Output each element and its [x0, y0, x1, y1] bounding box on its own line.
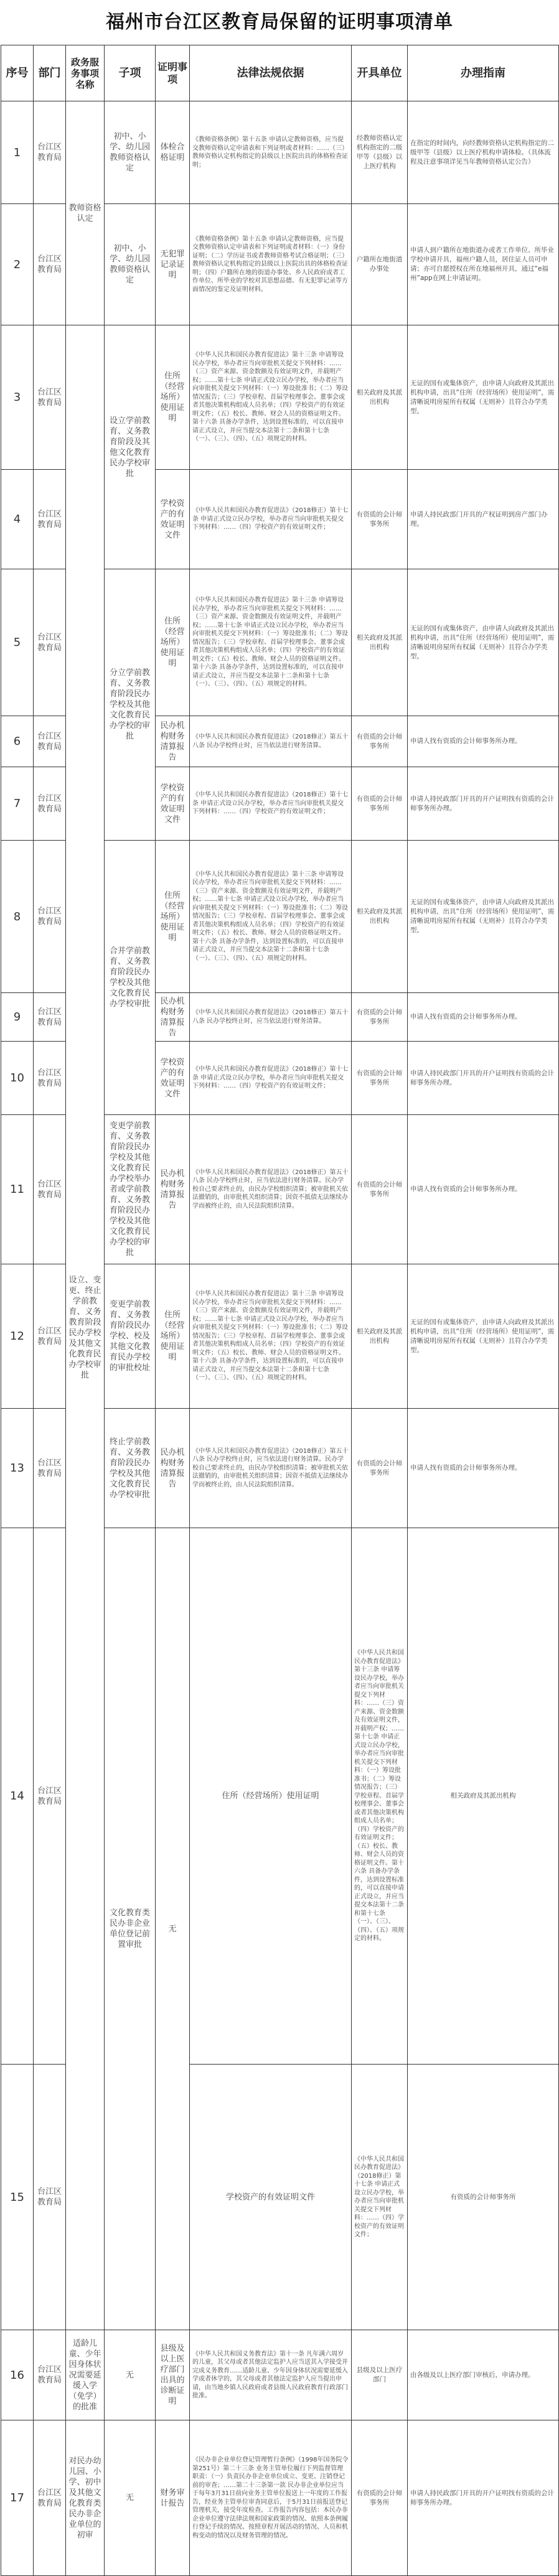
row-issuer: 有资质的会计师事务所	[352, 716, 408, 767]
row-cert-item: 住所（经营场所）使用证明	[156, 325, 190, 470]
row-dept: 台江区教育局	[34, 841, 66, 993]
row-dept: 台江区教育局	[34, 204, 66, 325]
row-guide: 申请人持民政部门开具的产权证明到房产部门办理。	[408, 470, 559, 569]
row-number: 6	[1, 716, 34, 767]
row-dept: 台江区教育局	[34, 1042, 66, 1115]
header-service-item: 政务服务事项名称	[66, 45, 105, 101]
row-cert-item: 民办机构财务清算报告	[156, 716, 190, 767]
table-row	[1, 325, 559, 470]
row-service-item: 对民办幼儿园、小学、初中及其他文化教育类民办非企业单位的初审	[66, 2420, 105, 2576]
row-law: 《中华人民共和国民办教育促进法》第十三条 申请筹设民办学校，举办者应当向审批机关提交下列材料：……（三）资产来源、资金数额及有效证明文件，并载明产权；……第十七条 申请正式设立民办学校，举办者应当向审批机关提交下列材料：（一）筹设批准书；（二）筹设情况报告；（三）学校章程、首届学校理事会、董事会或者其他决策机构组成人员名单；（四）学校资产的有效证明文件；（五）校长、教师、财会人员的资格证明文件。第十六条 具备办学条件，达到设置标准的，可以直接申请正式设立，并应当提交本法第十二条和第十七条（一）、（三）、（四）、（五）项规定的材料。	[190, 841, 352, 993]
row-law: 《中华人民共和国民办教育促进法》（2018修正）第五十八条 民办学校终止时，应当依法进行财务清算。民办学校自己要求终止的，由民办学校组织清算；被审批机关依法撤销的，由审批机关组织清算；因资不抵债无法继续办学而被终止的，由人民法院组织清算。	[190, 1409, 352, 1528]
row-law: 《中华人民共和国民办教育促进法》（2018修正）第十七条 申请正式设立民办学校，举办者应当向审批机关提交下列材料：……（四）学校资产的有效证明文件；	[190, 470, 352, 569]
row-number: 8	[1, 841, 34, 993]
row-cert-item: 民办机构财务清算报告	[156, 1115, 190, 1264]
row-law: 《中华人民共和国民办教育促进法》（2018修正）第五十八条 民办学校终止时，应当依法进行财务清算。	[190, 993, 352, 1042]
row-number: 13	[1, 1409, 34, 1528]
row-cert-item: 住所（经营场所）使用证明	[156, 1264, 190, 1409]
row-number: 3	[1, 325, 34, 470]
row-guide: 申请人持民政部门开具的开户证明找有资质的会计师事务所办理。	[408, 767, 559, 841]
row-cert-item: 学校资产的有效证明文件	[156, 767, 190, 841]
row-cert-item: 县级及以上医疗部门出具的诊断证明	[156, 2330, 190, 2420]
row-sub-item: 初中、小学、幼儿园教师资格认定	[105, 101, 156, 204]
row-dept: 台江区教育局	[34, 470, 66, 569]
row-issuer: 有资质的会计师事务所	[352, 2420, 408, 2576]
row-issuer: 相关政府及其派出机构	[408, 1528, 559, 2065]
row-issuer: 有资质的会计师事务所	[352, 1115, 408, 1264]
row-law: 《中华人民共和国民办教育促进法》（2018修正）第十七条 申请正式设立民办学校，举办者应当向审批机关提交下列材料：……（四）学校资产的有效证明文件；	[190, 767, 352, 841]
header-issuer: 开具单位	[352, 45, 408, 101]
table-row	[1, 101, 559, 204]
row-cert-item: 民办机构财务清算报告	[156, 1409, 190, 1528]
row-service-item: 教师资格认定	[66, 101, 105, 325]
header-cert-item: 证明事项	[156, 45, 190, 101]
row-sub-item: 合并学前教育、义务教育阶段民办学校及其他文化教育民办学校审批	[105, 841, 156, 1115]
table-row	[1, 2420, 559, 2576]
row-issuer: 有资质的会计师事务所	[408, 2065, 559, 2330]
row-sub-item: 无	[105, 2330, 156, 2420]
row-number: 12	[1, 1264, 34, 1409]
row-sub-item: 初中、小学、幼儿园教师资格认定	[105, 204, 156, 325]
row-number: 16	[1, 2330, 34, 2420]
row-dept: 台江区教育局	[34, 2420, 66, 2576]
row-cert-item: 学校资产的有效证明文件	[190, 2065, 352, 2330]
row-number: 9	[1, 993, 34, 1042]
row-guide: 申请人到户籍所在地街道办或者工作单位、所毕业学校申请开具，福州户籍人员，居住证人员可申请；亦可自愿授权在所在地福州开具，通过“e福州”app在网上申请证明。	[408, 204, 559, 325]
row-issuer: 县级及以上医疗部门	[352, 2330, 408, 2420]
row-cert-item: 无犯罪记录证明	[156, 204, 190, 325]
row-law: 《中华人民共和国民办教育促进法》第十三条 申请筹设民办学校，举办者应当向审批机关提交下列材料：……（三）资产来源、资金数额及有效证明文件，并载明产权；……第十七条 申请正式设立民办学校，举办者应当向审批机关提交下列材料：（一）筹设批准书；（二）筹设情况报告；（三）学校章程、首届学校理事会、董事会或者其他决策机构组成人员名单；（四）学校资产的有效证明文件；（五）校长、教师、财会人员的资格证明文件。第十六条 具备办学条件，达到设置标准的，可以直接申请正式设立，并应当提交本法第十二条和第十七条（一）、（三）、（四）、（五）项规定的材料。	[352, 1528, 408, 2065]
row-dept: 台江区教育局	[34, 2330, 66, 2420]
row-sub-item: 分立学前教育、义务教育阶段民办学校及其他文化教育民办学校的审批	[105, 569, 156, 841]
row-guide: 无证的国有或集体资产，由申请人向政府及其派出机构申请，出具“住所（经营场所）使用证明”，需清晰说明房屋所有权属（无则补）且符合办学类型。	[408, 569, 559, 716]
row-issuer: 有资质的会计师事务所	[352, 993, 408, 1042]
row-number: 4	[1, 470, 34, 569]
row-sub-item: 变更学前教育、义务教育阶段民办学校及其他文化教育民办学校举办者或学前教育、义务教育阶段民办学校及其他文化教育民办学校的审批	[105, 1115, 156, 1264]
row-service-item: 设立、变更、终止学前教育、义务教育阶段民办学校及其他文化教育民办学校审批	[66, 325, 105, 2330]
row-cert-item: 住所（经营场所）使用证明	[156, 569, 190, 716]
row-cert-item: 民办机构财务清算报告	[156, 993, 190, 1042]
row-issuer: 相关政府及其派出机构	[352, 1264, 408, 1409]
row-guide: 申请人持民政部门开具的开户证明找有资质的会计师事务所办理。	[408, 2420, 559, 2576]
row-law: 《中华人民共和国民办教育促进法》（2018修正）第五十八条 民办学校终止时，应当依法进行财务清算。	[190, 716, 352, 767]
row-sub-item: 设立学前教育、义务教育阶段及其他文化教育民办学校审批	[105, 325, 156, 569]
row-law: 《教师资格条例》第十五条 申请认定教师资格，应当提交教师资格认定申请表和下列证明或者材料：……（三）教师资格认定机构指定的县级以上医院出具的体格检查证明；	[190, 101, 352, 204]
row-guide: 在指定的时间内，向经教师资格认定机构指定的二级甲等（县级）以上医疗机构申请体检。（具体流程及注意事项详见当年教师资格认定公告）	[408, 101, 559, 204]
row-issuer: 相关政府及其派出机构	[352, 325, 408, 470]
row-dept: 台江区教育局	[34, 325, 66, 470]
row-issuer: 有资质的会计师事务所	[352, 470, 408, 569]
certificate-table	[1, 45, 559, 2576]
row-number: 11	[1, 1115, 34, 1264]
header-law-basis: 法律法规依据	[190, 45, 352, 101]
row-cert-item: 学校资产的有效证明文件	[156, 1042, 190, 1115]
row-dept: 台江区教育局	[34, 1264, 66, 1409]
row-dept: 台江区教育局	[34, 767, 66, 841]
row-law: 《教师资格条例》第十五条 申请认定教师资格，应当提交教师资格认定申请表和下列证明或者材料：（一）身份证明；（二）学历证书或者教师资格考试合格证明；（三）教师资格认定机构指定的县级以上医院出具的体格检查证明；（四）户籍所在地的街道办事处、乡人民政府或者工作单位、所毕业的学校对其思想品德、有无犯罪记录等方面情况的鉴定及证明材料。	[190, 204, 352, 325]
row-issuer: 有资质的会计师事务所	[352, 1409, 408, 1528]
row-dept: 台江区教育局	[34, 1528, 66, 2065]
row-cert-item: 财务审计报告	[156, 2420, 190, 2576]
row-dept: 台江区教育局	[34, 716, 66, 767]
row-law: 《中华人民共和国义务教育法》第十一条 凡年满六周岁的儿童，其父母或者其他法定监护人应当送其入学接受并完成义务教育……适龄儿童、少年因身体状况需要延缓入学或者休学的，其父母或者其他法定监护人应当提出申请，由当地乡镇人民政府或者县级人民政府教育行政部门批准。	[190, 2330, 352, 2420]
row-number: 17	[1, 2420, 34, 2576]
row-issuer: 经教师资格认定机构指定的二级甲等（县级）以上医疗机构	[352, 101, 408, 204]
row-dept: 台江区教育局	[34, 2065, 66, 2330]
row-law: 《中华人民共和国民办教育促进法》（2018修正）第十七条 申请正式设立民办学校，举办者应当向审批机关提交下列材料：……（四）学校资产的有效证明文件；	[352, 2065, 408, 2330]
row-law: 《中华人民共和国民办教育促进法》（2018修正）第五十八条 民办学校终止时，应当依法进行财务清算。民办学校自己要求终止的，由民办学校组织清算；被审批机关依法撤销的，由审批机关组织清算；因资不抵债无法继续办学而被终止的，由人民法院组织清算。	[190, 1115, 352, 1264]
row-issuer: 有资质的会计师事务所	[352, 1042, 408, 1115]
row-issuer: 有资质的会计师事务所	[352, 767, 408, 841]
row-guide: 申请人找有资质的会计师事务所办理。	[408, 716, 559, 767]
row-number: 1	[1, 101, 34, 204]
header-no: 序号	[1, 45, 34, 101]
row-dept: 台江区教育局	[34, 1115, 66, 1264]
row-dept: 台江区教育局	[34, 1409, 66, 1528]
row-number: 15	[1, 2065, 34, 2330]
row-cert-item: 体检合格证明	[156, 101, 190, 204]
row-cert-item: 住所（经营场所）使用证明	[156, 841, 190, 993]
table-header-row	[1, 45, 559, 101]
header-dept: 部门	[34, 45, 66, 101]
row-guide: 申请人找有资质的会计师事务所办理。	[408, 1115, 559, 1264]
row-dept: 台江区教育局	[34, 993, 66, 1042]
row-number: 2	[1, 204, 34, 325]
row-dept: 台江区教育局	[34, 101, 66, 204]
row-cert-item: 住所（经营场所）使用证明	[190, 1528, 352, 2065]
row-sub-item: 无	[105, 2420, 156, 2576]
row-guide: 无证的国有或集体资产，由申请人向政府及其派出机构申请，出具“住所（经营场所）使用证明”，需清晰说明房屋所有权属（无则补）且符合办学类型。	[408, 1264, 559, 1409]
row-number: 7	[1, 767, 34, 841]
row-law: 《中华人民共和国民办教育促进法》（2018修正）第十七条 申请正式设立民办学校，举办者应当向审批机关提交下列材料：……（四）学校资产的有效证明文件；	[190, 1042, 352, 1115]
row-law: 《民办非企业单位登记管理暂行条例》（1998年国务院令第251号）第二十三条 业务主管单位履行下列监督管理职责：（一）负责民办非企业单位成立、变更、注销登记前的审查；……第二十三条第一款 民办非企业单位应当于每年3月31日前向业务主管单位报送上一年度的工作报告，经业务主管单位审查同意后，于5月31日前报送登记管理机关，接受年度检查。工作报告内容包括：本民办非企业单位遵守法律法规和国家政策的情况、依照本条例履行登记手续的情况、按照章程开展活动的情况、人员和机构变动的情况以及财务管理的情况。	[190, 2420, 352, 2576]
row-law: 《中华人民共和国民办教育促进法》第十三条 申请筹设民办学校，举办者应当向审批机关提交下列材料：……（三）资产来源、资金数额及有效证明文件，并载明产权；……第十七条 申请正式设立民办学校，举办者应当向审批机关提交下列材料：（一）筹设批准书；（二）筹设情况报告；（三）学校章程、首届学校理事会、董事会或者其他决策机构组成人员名单；（四）学校资产的有效证明文件；（五）校长、教师、财会人员的资格证明文件。第十六条 具备办学条件，达到设置标准的，可以直接申请正式设立，并应当提交本法第十二条和第十七条（一）、（三）、（四）、（五）项规定的材料。	[190, 569, 352, 716]
row-law: 《中华人民共和国民办教育促进法》第十三条 申请筹设民办学校，举办者应当向审批机关提交下列材料：……（三）资产来源、资金数额及有效证明文件，并载明产权；……第十七条 申请正式设立民办学校，举办者应当向审批机关提交下列材料：（一）筹设批准书；（二）筹设情况报告；（三）学校章程、首届学校理事会、董事会或者其他决策机构组成人员名单；（四）学校资产的有效证明文件；（五）校长、教师、财会人员的资格证明文件。第十六条 具备办学条件，达到设置标准的，可以直接申请正式设立，并应当提交本法第十二条和第十七条（一）、（三）、（四）、（五）项规定的材料。	[190, 325, 352, 470]
row-service-item: 文化教育类民办非企业单位登记前置审批	[105, 1528, 156, 2330]
row-guide: 申请人找有资质的会计师事务所办理。	[408, 1409, 559, 1528]
row-law: 《中华人民共和国民办教育促进法》第十三条 申请筹设民办学校，举办者应当向审批机关提交下列材料：……（三）资产来源、资金数额及有效证明文件，并载明产权；……第十七条 申请正式设立民办学校，举办者应当向审批机关提交下列材料：（一）筹设批准书；（二）筹设情况报告；（三）学校章程、首届学校理事会、董事会或者其他决策机构组成人员名单；（四）学校资产的有效证明文件；（五）校长、教师、财会人员的资格证明文件。第十六条 具备办学条件，达到设置标准的，可以直接申请正式设立，并应当提交本法第十二条和第十七条（一）、（三）、（四）、（五）项规定的材料。	[190, 1264, 352, 1409]
row-guide: 无证的国有或集体资产，由申请人向政府及其派出机构申请，出具“住所（经营场所）使用证明”，需清晰说明房屋所有权属（无则补）且符合办学类型。	[408, 325, 559, 470]
row-guide: 申请人找有资质的会计师事务所办理。	[408, 993, 559, 1042]
row-issuer: 相关政府及其派出机构	[352, 569, 408, 716]
row-cert-item: 学校资产的有效证明文件	[156, 470, 190, 569]
header-sub-item: 子项	[105, 45, 156, 101]
row-sub-item: 变更学前教育、义务教育阶段民办学校、校及其他文化教育民办学校的审批校址	[105, 1264, 156, 1409]
header-guide: 办理指南	[408, 45, 559, 101]
row-sub-item: 终止学前教育、义务教育阶段民办学校及其他文化教育民办学校审批	[105, 1409, 156, 1528]
row-issuer: 户籍所在地街道办事处	[352, 204, 408, 325]
row-guide: 无证的国有或集体资产，由申请人向政府及其派出机构申请，出具“住所（经营场所）使用证明”，需清晰说明房屋所有权属（无则补）且符合办学类型。	[408, 841, 559, 993]
document-title: 福州市台江区教育局保留的证明事项清单	[106, 11, 453, 33]
row-issuer: 相关政府及其派出机构	[352, 841, 408, 993]
row-number: 10	[1, 1042, 34, 1115]
row-guide: 申请人持民政部门开具的开户证明找有资质的会计师事务所办理。	[408, 1042, 559, 1115]
table-row	[1, 2330, 559, 2420]
row-dept: 台江区教育局	[34, 569, 66, 716]
row-sub-item: 无	[156, 1528, 190, 2330]
row-number: 5	[1, 569, 34, 716]
row-guide: 由各级及以上医疗部门审核后，申请办理。	[408, 2330, 559, 2420]
row-service-item: 适龄儿童、少年因身体状况需要延缓入学（免学）的批准	[66, 2330, 105, 2420]
row-number: 14	[1, 1528, 34, 2065]
